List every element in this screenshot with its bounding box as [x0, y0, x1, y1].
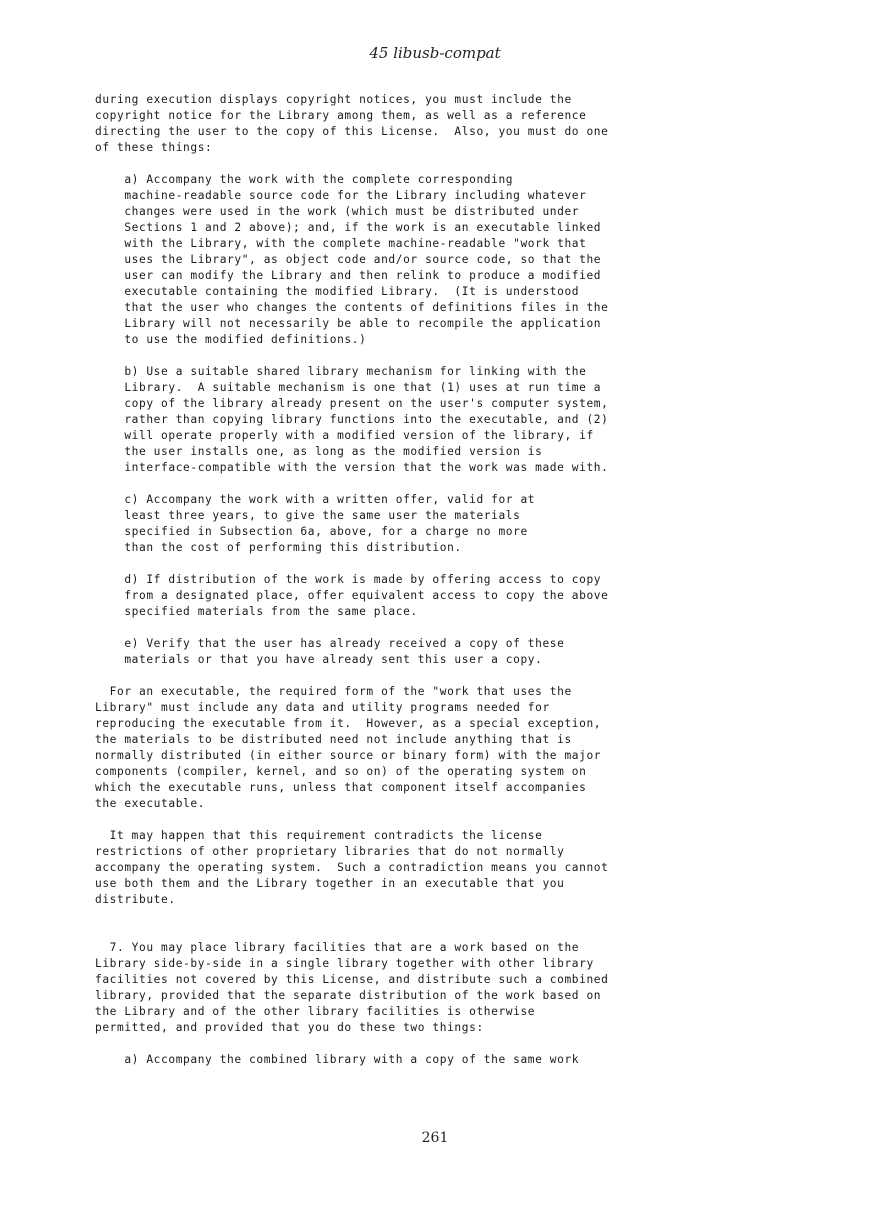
license-text-block: during execution displays copyright notices, you must include the copyright notice for the Library among them, as well as a reference directing the user to the copy of this License. Also, you must do one of these things: a) Accompany the work with the complete corresponding machine-readable source code for the Library including whatever changes were used in the work (which must be distributed under Sections 1 and 2 above); and, if the work is an executable linked with the Library, with the complete machine-readable "work that uses the Library", as object code and/or source code, so that the user can modify the Library and then relink to produce a modified executable containing the modified Library. (It is understood that the user who changes the contents of definitions files in the Library will not necessarily be able to recompile the application to use the modified definitions.) b) Use a suitable shared library mechanism for linking with the Library. A suitable mechanism is one that (1) uses at run time a copy of the library already present on the user's computer system, rather than copying library functions into the executable, and (2) will operate properly with a modified version of the library, if the user installs one, as long as the modified version is interface-compatible with the version that the work was made with. c) Accompany the work with a written offer, valid for at least three years, to give the same user the materials specified in Subsection 6a, above, for a charge no more than the cost of performing this distribution. d) If distribution of the work is made by offering access to copy from a designated place, offer equivalent access to copy the above specified materials from the same place. e) Verify that the user has already received a copy of these materials or that you have already sent this user a copy. For an executable, the required form of the "work that uses the Library" must include any data and utility programs needed for reproducing the executable from it. However, as a special exception, the materials to be distributed need not include anything that is normally distributed (in either source or binary form) with the major components (compiler, kernel, and so on) of the operating system on which the executable runs, unless that component itself accompanies the executable. It may happen that this requirement contradicts the license restrictions of other proprietary libraries that do not normally accompany the operating system. Such a contradiction means you cannot use both them and the Library together in an executable that you distribute. 7. You may place library facilities that are a work based on the Library side-by-side in a single library together with other library facilities not covered by this License, and distribute such a combined library, provided that the separate distribution of the work based on the Library and of the other library facilities is otherwise permitted, and provided that you do these two things: a) Accompany the combined library with a copy of the same work: [95, 93, 609, 1066]
page-number: 261: [421, 1130, 449, 1146]
page-header: 45 libusb-compat: [369, 44, 501, 62]
